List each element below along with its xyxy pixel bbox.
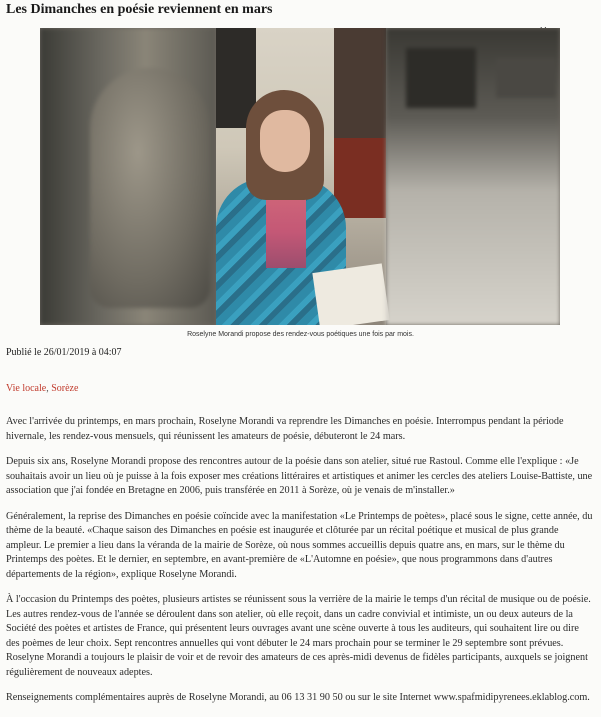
photo-caption: Roselyne Morandi propose des rendez-vous poétiques une fois par mois. [187, 331, 414, 338]
article-body [6, 415, 594, 717]
category-link-soreze[interactable]: Sorèze [51, 383, 79, 394]
article-paragraph-4: À l'occasion du Printemps des poètes, plusieurs artistes se réunissent sous la verrière de la mairie le temps d'un récital de musique ou de poésie. Les autres rendez-vous de l'année se déroulent dans son atelier, où elle reçoit, dans un cadre convivial et intimiste, un ou deux auteurs de la Société des poètes et artistes de France, qui présentent leurs ouvrages avant une scène ouverte à tous les auditeurs, qui souhaitent lire ou dire des poèmes de leur choix. Sept rencontres annuelles qui vont débuter le 24 mars prochain pour se terminer le 29 septembre sont prévues. Roselyne Morandi a toujours le plaisir de voir et de revoir des amateurs de ces après-midi devenus de fidèles participants, auxquels se joignent régulièrement de nouveaux adeptes. [6, 594, 591, 678]
photo-blurred-right [386, 28, 560, 325]
article-paragraph-2: Depuis six ans, Roselyne Morandi propose des rencontres autour de la poésie dans son atelier, situé rue Rastoul. Comme elle l'explique : «Je souhaitais avoir un lieu où je puisse à la fois exposer mes créations littéraires et artistiques et animer les cercles des ateliers Louise-Battiste, une association que j'ai fondée en Bretagne en 2006, puis transférée en 2011 à Sorèze, où je venais de m'installer.» [6, 456, 593, 496]
article-photo [40, 28, 560, 325]
article-title: Les Dimanches en poésie reviennent en mars [6, 2, 273, 17]
article-info-line: Renseignements complémentaires auprès de Roselyne Morandi, au 06 13 31 90 50 ou sur le site Internet www.spafmidipyrenees.eklablog.com. [6, 692, 590, 703]
category-separator: , [46, 383, 52, 394]
article-paragraph-1: Avec l'arrivée du printemps, en mars prochain, Roselyne Morandi va reprendre les Dimanches en poésie. Interrompus pendant la période hivernale, les rendez-vous mensuels, qui réunissent les amateurs de poésie, débuteront le 24 mars. [6, 416, 564, 442]
category-link-vie-locale[interactable]: Vie locale [6, 383, 47, 394]
photo-portrait [216, 28, 386, 325]
article-paragraph-3: Généralement, la reprise des Dimanches en poésie coïncide avec la manifestation «Le Printemps de poètes», placé sous le signe, cette année, du thème de la beauté. «Chaque saison des Dimanches en poésie est inaugurée et clôturée par un récital poétique et musical de plus grande ampleur. Le premier a lieu dans la véranda de la mairie de Sorèze, où nous sommes accueillis depuis quatre ans, en mars, sur le thème du Printemps des poètes. Et le dernier, en septembre, en avant-première de «L'Automne en poésie», que nous programmons dans d'autres départements de la région», explique Roselyne Morandi. [6, 510, 593, 580]
category-links [6, 383, 78, 394]
photo-blurred-left [40, 28, 216, 325]
publish-date: Publié le 26/01/2019 à 04:07 [6, 347, 122, 358]
